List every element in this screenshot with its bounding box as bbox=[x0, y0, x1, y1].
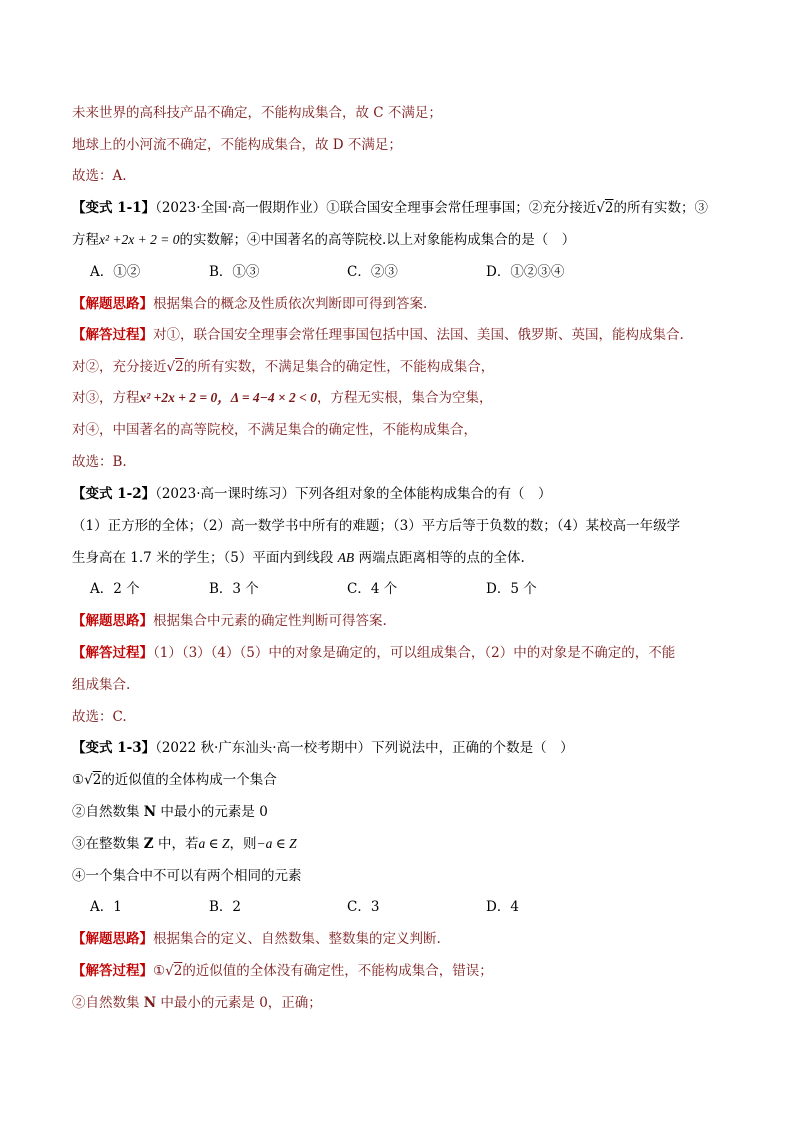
solution-idea-tag: 【解题思路】 bbox=[72, 931, 153, 947]
option-d: D．5 个 bbox=[486, 581, 537, 597]
line-c-not-satisfied: 未来世界的高科技产品不确定，不能构成集合，故 C 不满足； bbox=[72, 105, 442, 121]
statement-4: ④一个集合中不可以有两个相同的元素 bbox=[72, 868, 302, 884]
solution-process: 【解答过程】①√2的近似值的全体没有确定性，不能构成集合，错误； bbox=[72, 963, 493, 979]
solution-idea: 【解题思路】根据集合中元素的确定性判断可得答案. bbox=[72, 613, 387, 629]
option-b: B．①③ bbox=[209, 264, 260, 280]
variant-1-2-items: （1）正方形的全体；（2）高一数学书中所有的难题；（3）平方后等于负数的数；（4）某校高一年级学 bbox=[72, 518, 681, 534]
sqrt-symbol: √2 bbox=[596, 200, 614, 216]
option-a: A．2 个 bbox=[90, 581, 140, 597]
statement-1: ①√2的近似值的全体构成一个集合 bbox=[72, 772, 277, 788]
solution-idea: 【解题思路】根据集合的概念及性质依次判断即可得到答案. bbox=[72, 296, 428, 312]
variant-1-2-question: 【变式 1-2】（2023·高一课时练习）下列各组对象的全体能构成集合的有（ ） bbox=[72, 486, 552, 502]
option-a: A．①② bbox=[90, 264, 141, 280]
solution-process-tag: 【解答过程】 bbox=[72, 327, 153, 343]
answer-a: 故选：A. bbox=[72, 168, 127, 184]
answer-b: 故选：B. bbox=[72, 454, 127, 470]
solution-line-4: 对④，中国著名的高等院校，不满足集合的确定性，不能构成集合， bbox=[72, 422, 477, 438]
variant-tag: 【变式 1-3】 bbox=[72, 740, 156, 756]
equation: x² +2x + 2 = 0，Δ = 4−4 × 2 < 0 bbox=[139, 390, 317, 405]
variant-1-1-question-cont: 方程x² +2x + 2 = 0的实数解；④中国著名的高等院校.以上对象能构成集合的是（ ） bbox=[72, 232, 576, 248]
variant-1-3-question: 【变式 1-3】（2022 秋·广东汕头·高一校考期中）下列说法中，正确的个数是（ ） bbox=[72, 740, 574, 756]
variant-1-1-question: 【变式 1-1】（2023·全国·高一假期作业）①联合国安全理事会常任理事国；②充分接近√2的所有实数；③ bbox=[72, 200, 708, 216]
option-c: C．4 个 bbox=[347, 581, 398, 597]
option-a: A．1 bbox=[90, 899, 122, 915]
solution-process-tag: 【解答过程】 bbox=[72, 963, 153, 979]
sqrt-symbol: √2 bbox=[84, 772, 102, 788]
solution-line-3: 对③，方程x² +2x + 2 = 0，Δ = 4−4 × 2 < 0，方程无实根，集合为空集， bbox=[72, 390, 493, 406]
solution-line-2: 对②，充分接近√2的所有实数，不满足集合的确定性，不能构成集合， bbox=[72, 359, 495, 375]
statement-2: ②自然数集 N 中最小的元素是 0 bbox=[72, 804, 268, 820]
solution-process: 【解答过程】对①，联合国安全理事会常任理事国包括中国、法国、美国、俄罗斯、英国，能构成集合. bbox=[72, 327, 684, 343]
option-c: C．②③ bbox=[347, 264, 398, 280]
statement-3: ③在整数集 Z 中，若a ∈ Z，则−a ∈ Z bbox=[72, 836, 297, 852]
solution-process-tag: 【解答过程】 bbox=[72, 645, 153, 661]
answer-c: 故选：C. bbox=[72, 709, 127, 725]
option-d: D．①②③④ bbox=[486, 264, 565, 280]
line-d-not-satisfied: 地球上的小河流不确定，不能构成集合，故 D 不满足； bbox=[72, 137, 402, 153]
variant-tag: 【变式 1-1】 bbox=[72, 200, 156, 216]
solution-process: 【解答过程】（1）（3）（4）（5）中的对象是确定的，可以组成集合，（2）中的对象是不确定的，不能 bbox=[72, 645, 676, 661]
option-b: B．3 个 bbox=[209, 581, 259, 597]
solution-line-2: ②自然数集 N 中最小的元素是 0，正确； bbox=[72, 995, 322, 1011]
solution-idea-tag: 【解题思路】 bbox=[72, 613, 153, 629]
option-d: D．4 bbox=[486, 899, 519, 915]
option-c: C．3 bbox=[347, 899, 380, 915]
solution-idea-tag: 【解题思路】 bbox=[72, 296, 153, 312]
solution-idea: 【解题思路】根据集合的定义、自然数集、整数集的定义判断. bbox=[72, 931, 441, 947]
sqrt-symbol: √2 bbox=[166, 359, 184, 375]
equation: x² +2x + 2 = 0 bbox=[99, 232, 180, 247]
variant-1-2-items-cont: 生身高在 1.7 米的学生；（5）平面内到线段 AB 两端点距离相等的点的全体. bbox=[72, 550, 525, 566]
solution-line-2: 组成集合. bbox=[72, 677, 131, 693]
sqrt-symbol: √2 bbox=[165, 963, 183, 979]
variant-tag: 【变式 1-2】 bbox=[72, 486, 156, 502]
option-b: B．2 bbox=[209, 899, 242, 915]
